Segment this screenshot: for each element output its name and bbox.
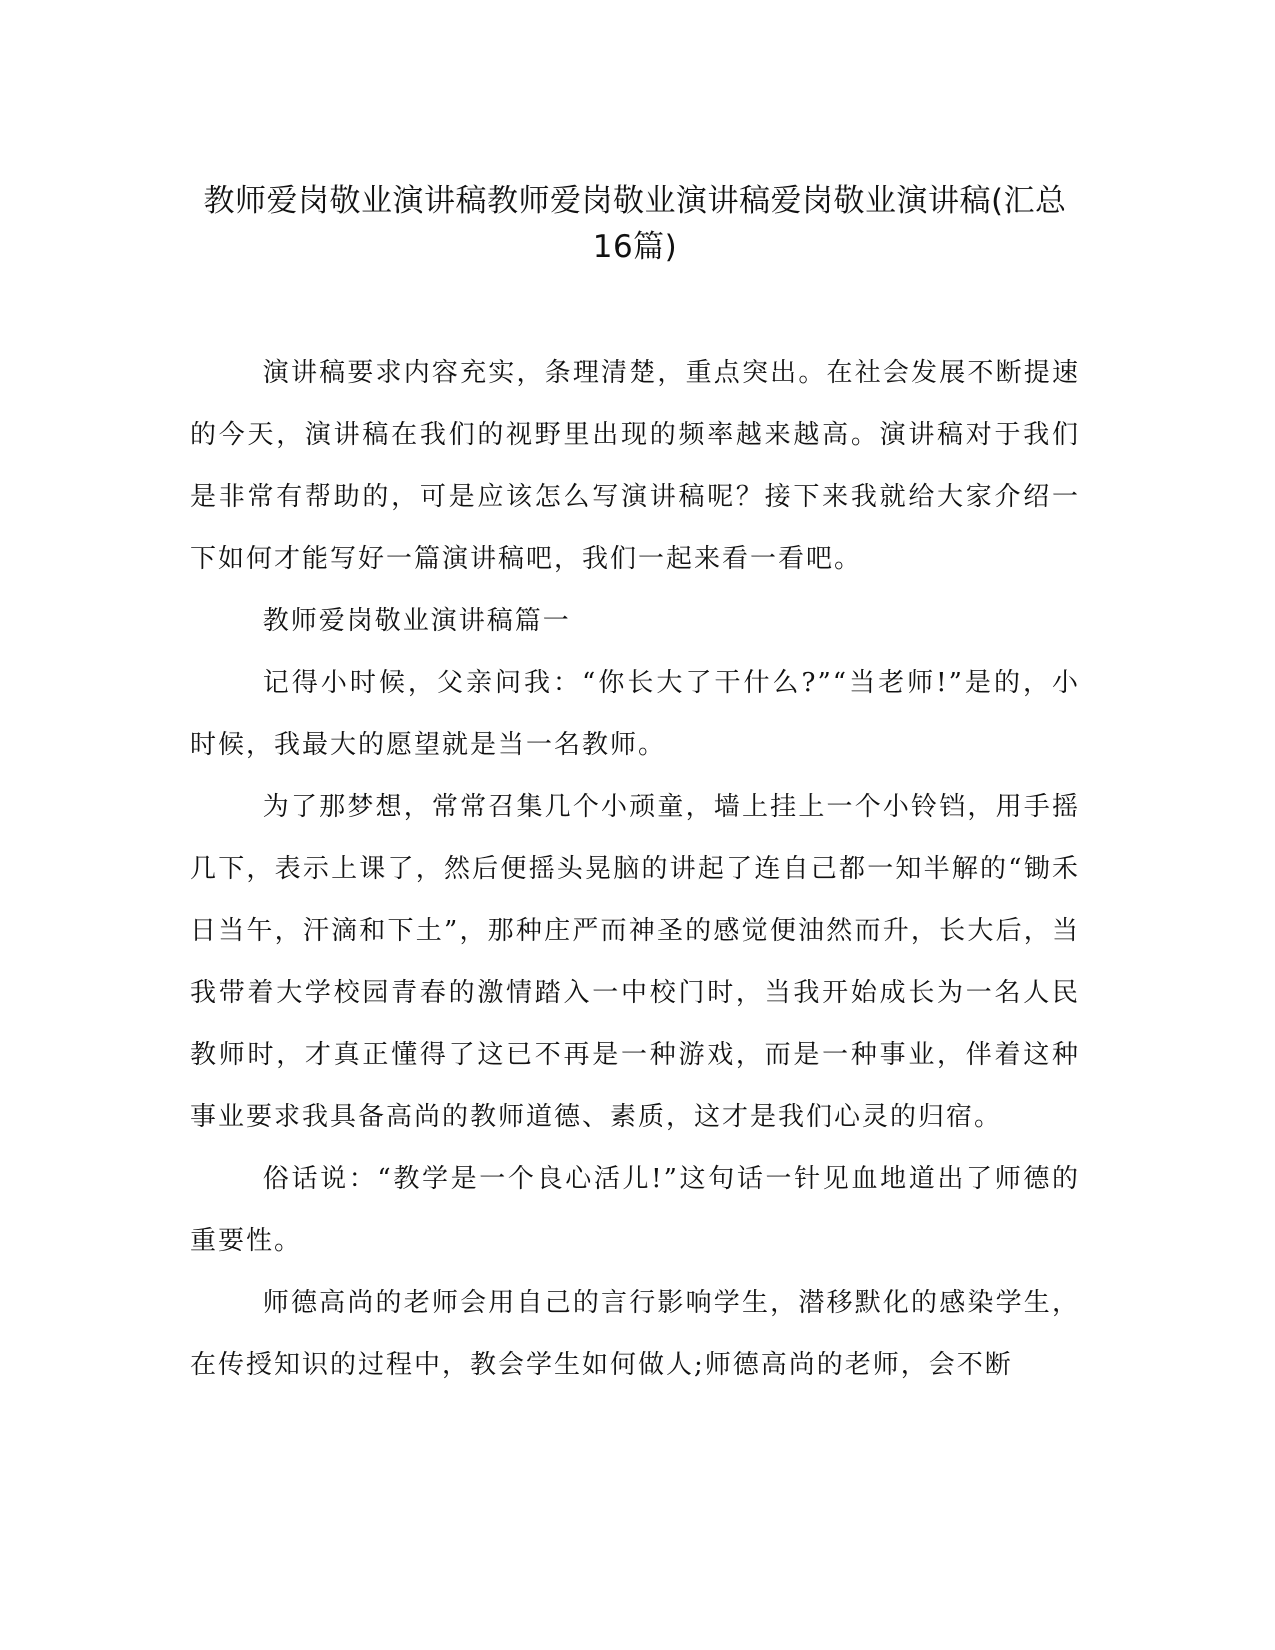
section-heading: 教师爱岗敬业演讲稿篇一: [262, 606, 571, 636]
body-paragraph: 记得小时候，父亲问我：“你长大了干什么?”“当老师!”是的，小时候，我最大的愿望就是当一名教师。: [190, 668, 1080, 760]
body-paragraph: 俗话说：“教学是一个良心活儿!”这句话一针见血地道出了师德的重要性。: [190, 1164, 1080, 1256]
document-page: [190, 178, 1080, 1396]
intro-paragraph: 演讲稿要求内容充实，条理清楚，重点突出。在社会发展不断提速的今天，演讲稿在我们的视野里出现的频率越来越高。演讲稿对于我们是非常有帮助的，可是应该怎么写演讲稿呢？接下来我就给大家介绍一下如何才能写好一篇演讲稿吧，我们一起来看一看吧。: [190, 358, 1080, 574]
body-paragraph: 师德高尚的老师会用自己的言行影响学生，潜移默化的感染学生，在传授知识的过程中，教会学生如何做人;师德高尚的老师，会不断: [190, 1288, 1080, 1380]
document-title: 教师爱岗敬业演讲稿教师爱岗敬业演讲稿爱岗敬业演讲稿(汇总16篇): [203, 183, 1067, 265]
body-paragraph: 为了那梦想，常常召集几个小顽童，墙上挂上一个小铃铛，用手摇几下，表示上课了，然后便摇头晃脑的讲起了连自己都一知半解的“锄禾日当午，汗滴和下土”，那种庄严而神圣的感觉便油然而升，长大后，当我带着大学校园青春的激情踏入一中校门时，当我开始成长为一名人民教师时，才真正懂得了这已不再是一种游戏，而是一种事业，伴着这种事业要求我具备高尚的教师道德、素质，这才是我们心灵的归宿。: [190, 792, 1080, 1132]
